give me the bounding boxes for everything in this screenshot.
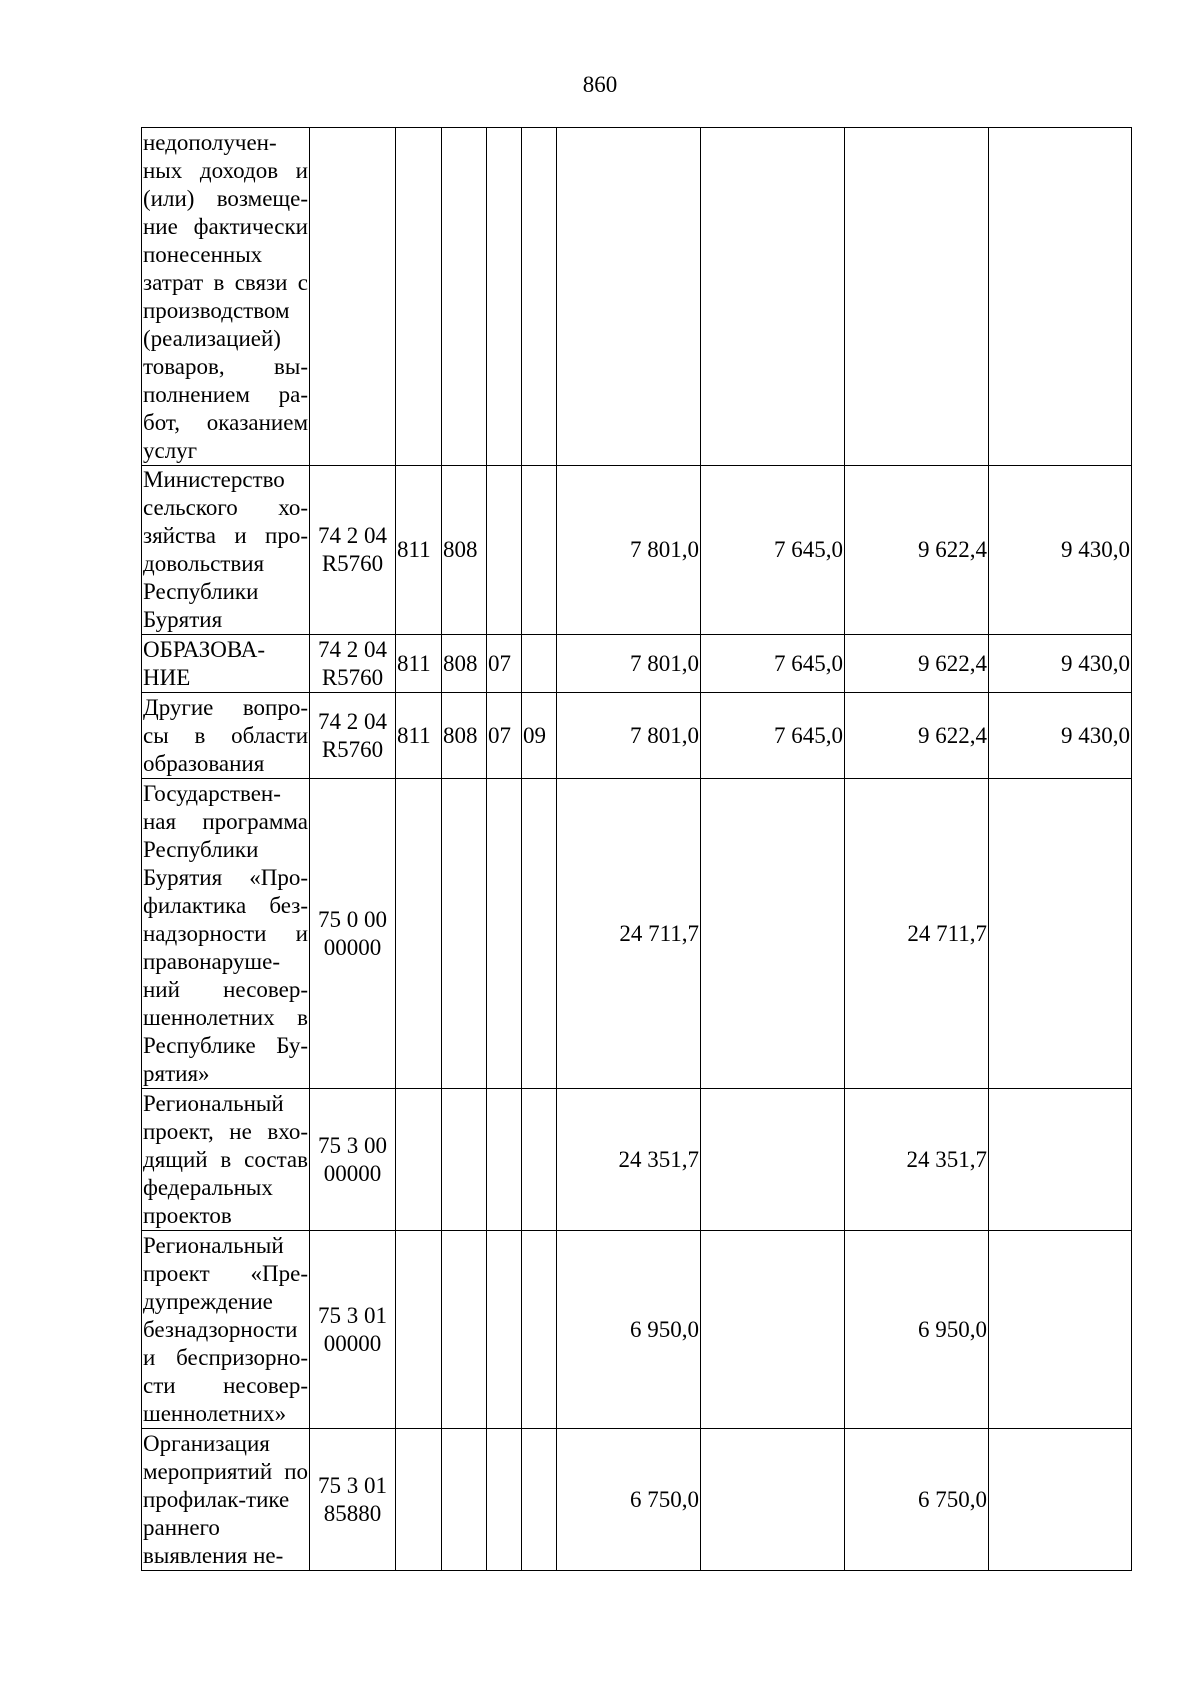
budget-table bbox=[141, 127, 1132, 1571]
expense-type-cell bbox=[522, 466, 557, 635]
table-row bbox=[142, 1231, 1132, 1429]
row-name-cell: Другие вопро-сы в области образования bbox=[142, 693, 310, 779]
grbs-cell bbox=[396, 1429, 442, 1571]
amount-cell-2: 7 645,0 bbox=[701, 635, 845, 693]
amount-cell-4: 9 430,0 bbox=[989, 693, 1132, 779]
row-name-cell: Министерство сельского хо-зяйства и про-довольствия Республики Бурятия bbox=[142, 466, 310, 635]
grbs-cell bbox=[396, 779, 442, 1089]
expense-type-cell bbox=[522, 128, 557, 466]
target-article-cell: 74 2 04 R5760 bbox=[310, 693, 396, 779]
section-code-cell bbox=[442, 1429, 487, 1571]
subsection-code-cell bbox=[487, 1429, 522, 1571]
section-code-cell: 808 bbox=[442, 635, 487, 693]
table-row bbox=[142, 466, 1132, 635]
row-name-cell: Региональный проект «Пре-дупреждение безнадзорности и беспризорно-сти несовер-шеннолетних» bbox=[142, 1231, 310, 1429]
amount-cell-2 bbox=[701, 1231, 845, 1429]
grbs-cell: 811 bbox=[396, 635, 442, 693]
amount-cell-3: 24 351,7 bbox=[845, 1089, 989, 1231]
section-code-cell bbox=[442, 128, 487, 466]
amount-cell-4: 9 430,0 bbox=[989, 466, 1132, 635]
amount-cell-3: 9 622,4 bbox=[845, 693, 989, 779]
table-row bbox=[142, 1429, 1132, 1571]
section-code-cell: 808 bbox=[442, 693, 487, 779]
budget-table-body bbox=[142, 128, 1132, 1571]
amount-cell-4: 9 430,0 bbox=[989, 635, 1132, 693]
grbs-cell bbox=[396, 1231, 442, 1429]
amount-cell-3: 6 950,0 bbox=[845, 1231, 989, 1429]
grbs-cell: 811 bbox=[396, 693, 442, 779]
amount-cell-2 bbox=[701, 779, 845, 1089]
amount-cell-1 bbox=[557, 128, 701, 466]
table-row bbox=[142, 693, 1132, 779]
expense-type-cell bbox=[522, 635, 557, 693]
amount-cell-1: 7 801,0 bbox=[557, 635, 701, 693]
subsection-code-cell bbox=[487, 1231, 522, 1429]
subsection-code-cell: 07 bbox=[487, 635, 522, 693]
amount-cell-3 bbox=[845, 128, 989, 466]
amount-cell-4 bbox=[989, 1429, 1132, 1571]
table-row bbox=[142, 635, 1132, 693]
subsection-code-cell: 07 bbox=[487, 693, 522, 779]
table-row bbox=[142, 128, 1132, 466]
expense-type-cell bbox=[522, 779, 557, 1089]
amount-cell-1: 6 950,0 bbox=[557, 1231, 701, 1429]
subsection-code-cell bbox=[487, 466, 522, 635]
target-article-cell: 75 3 01 85880 bbox=[310, 1429, 396, 1571]
target-article-cell: 74 2 04 R5760 bbox=[310, 635, 396, 693]
target-article-cell: 75 0 00 00000 bbox=[310, 779, 396, 1089]
amount-cell-4 bbox=[989, 779, 1132, 1089]
row-name-cell: Государствен-ная программа Республики Бурятия «Про-филактика без-надзорности и правонаруше-ний несовер-шеннолетних в Республике Бу-рятия» bbox=[142, 779, 310, 1089]
page-number: 860 bbox=[582, 72, 618, 97]
subsection-code-cell bbox=[487, 779, 522, 1089]
amount-cell-4 bbox=[989, 1231, 1132, 1429]
amount-cell-4 bbox=[989, 128, 1132, 466]
row-name-cell: Региональный проект, не вхо-дящий в состав федеральных проектов bbox=[142, 1089, 310, 1231]
amount-cell-2 bbox=[701, 1429, 845, 1571]
amount-cell-3: 6 750,0 bbox=[845, 1429, 989, 1571]
section-code-cell: 808 bbox=[442, 466, 487, 635]
subsection-code-cell bbox=[487, 128, 522, 466]
subsection-code-cell bbox=[487, 1089, 522, 1231]
row-name-cell: недополучен-ных доходов и (или) возмеще-ние фактически понесенных затрат в связи с производством (реализацией) товаров, вы-полнением ра-бот, оказанием услуг bbox=[142, 128, 310, 466]
expense-type-cell bbox=[522, 1429, 557, 1571]
amount-cell-2 bbox=[701, 128, 845, 466]
table-row bbox=[142, 779, 1132, 1089]
grbs-cell bbox=[396, 1089, 442, 1231]
expense-type-cell bbox=[522, 1231, 557, 1429]
grbs-cell bbox=[396, 128, 442, 466]
amount-cell-3: 24 711,7 bbox=[845, 779, 989, 1089]
section-code-cell bbox=[442, 779, 487, 1089]
amount-cell-1: 7 801,0 bbox=[557, 466, 701, 635]
amount-cell-4 bbox=[989, 1089, 1132, 1231]
amount-cell-2: 7 645,0 bbox=[701, 466, 845, 635]
amount-cell-1: 7 801,0 bbox=[557, 693, 701, 779]
target-article-cell: 74 2 04 R5760 bbox=[310, 466, 396, 635]
amount-cell-2: 7 645,0 bbox=[701, 693, 845, 779]
section-code-cell bbox=[442, 1089, 487, 1231]
target-article-cell: 75 3 01 00000 bbox=[310, 1231, 396, 1429]
amount-cell-3: 9 622,4 bbox=[845, 466, 989, 635]
amount-cell-3: 9 622,4 bbox=[845, 635, 989, 693]
amount-cell-1: 6 750,0 bbox=[557, 1429, 701, 1571]
amount-cell-1: 24 711,7 bbox=[557, 779, 701, 1089]
target-article-cell bbox=[310, 128, 396, 466]
expense-type-cell bbox=[522, 1089, 557, 1231]
amount-cell-2 bbox=[701, 1089, 845, 1231]
grbs-cell: 811 bbox=[396, 466, 442, 635]
target-article-cell: 75 3 00 00000 bbox=[310, 1089, 396, 1231]
expense-type-cell: 09 bbox=[522, 693, 557, 779]
section-code-cell bbox=[442, 1231, 487, 1429]
amount-cell-1: 24 351,7 bbox=[557, 1089, 701, 1231]
table-row bbox=[142, 1089, 1132, 1231]
row-name-cell: ОБРАЗОВА-НИЕ bbox=[142, 635, 310, 693]
row-name-cell: Организация мероприятий по профилак-тике раннего выявления не- bbox=[142, 1429, 310, 1571]
